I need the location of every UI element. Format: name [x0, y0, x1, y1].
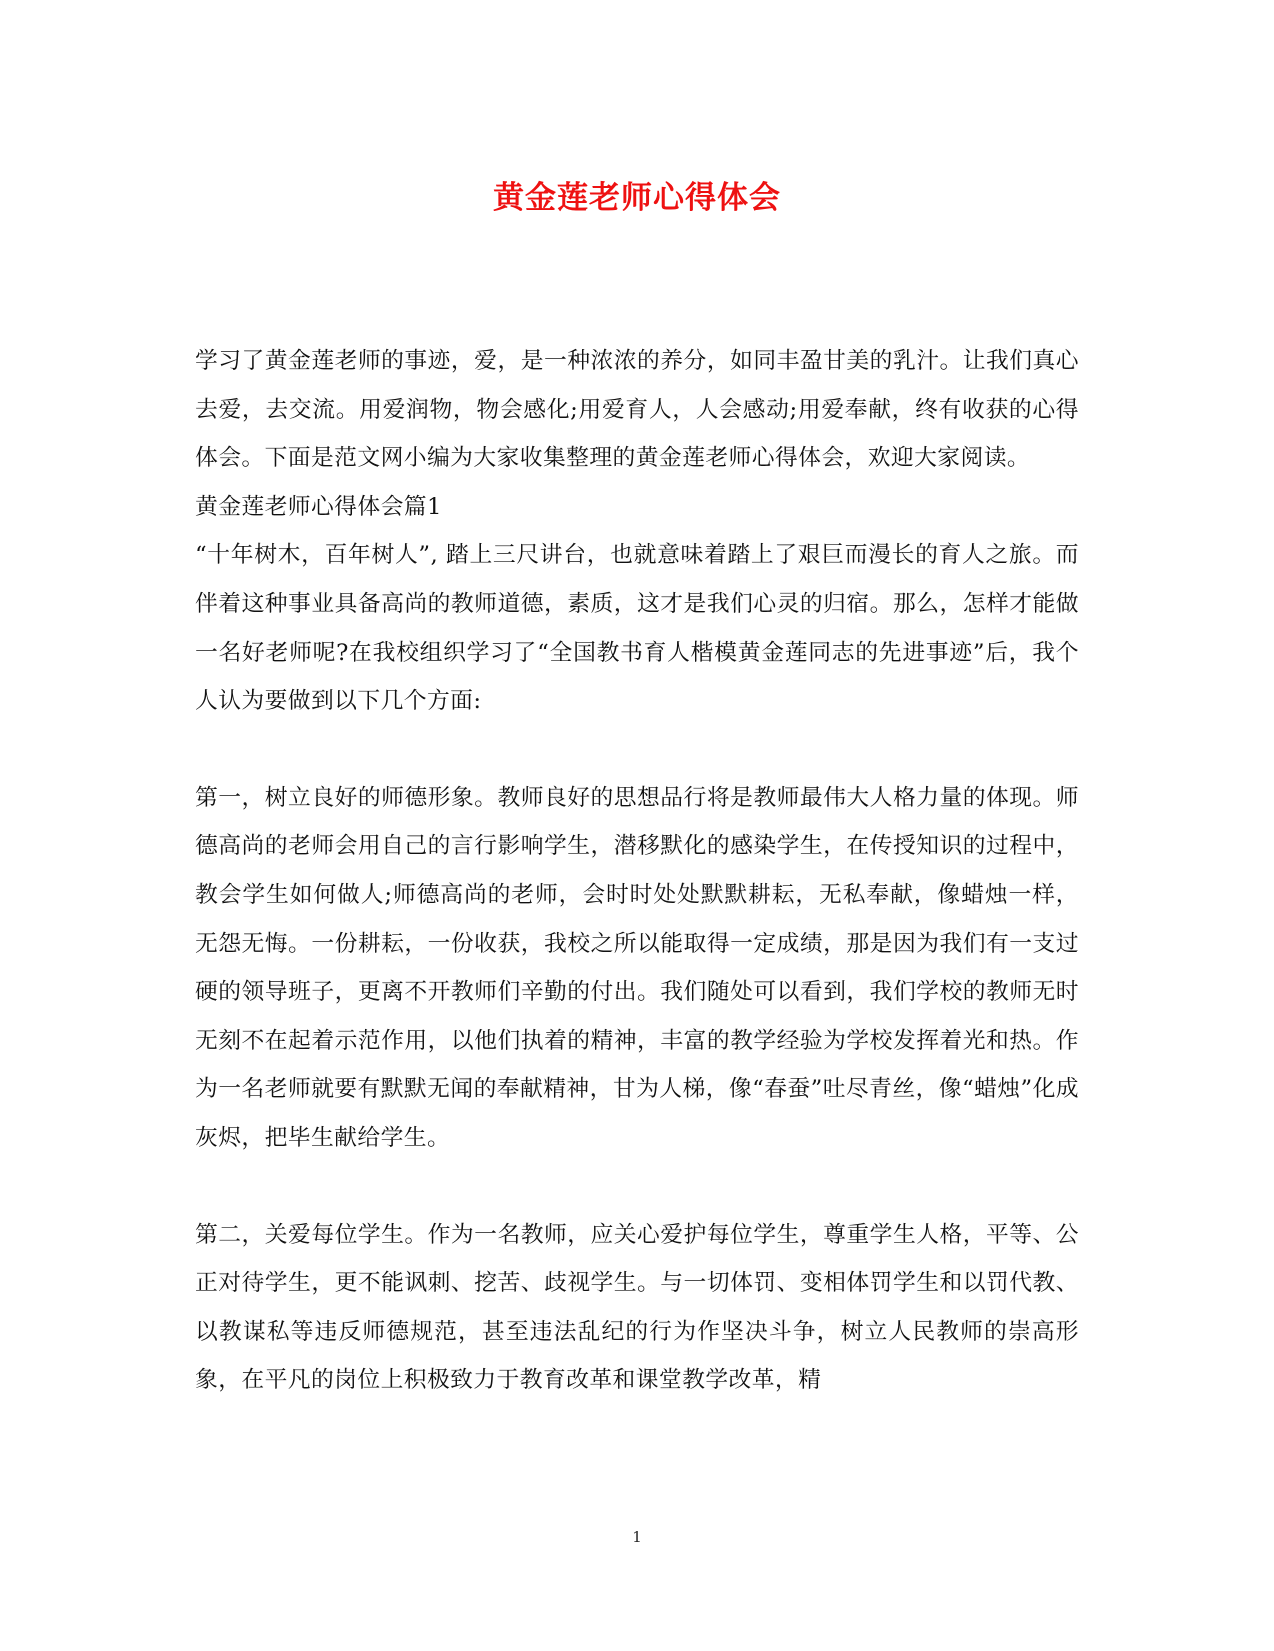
paragraph-spacer [195, 1163, 1079, 1211]
section-heading: 黄金莲老师心得体会篇1 [195, 493, 442, 520]
intro-paragraph: 学习了黄金莲老师的事迹，爱，是一种浓浓的养分，如同丰盈甘美的乳汁。让我们真心去爱，去交流。用爱润物，物会感化;用爱育人，人会感动;用爱奉献，终有收获的心得体会。下面是范文网小编为大家收集整理的黄金莲老师心得体会，欢迎大家阅读。 [195, 348, 1079, 472]
body-paragraph-3: 第二，关爱每位学生。作为一名教师，应关心爱护每位学生，尊重学生人格，平等、公正对待学生，更不能讽刺、挖苦、歧视学生。与一切体罚、变相体罚学生和以罚代教、以教谋私等违反师德规范，甚至违法乱纪的行为作坚决斗争，树立人民教师的崇高形象，在平凡的岗位上积极致力于教育改革和课堂教学改革，精 [195, 1221, 1079, 1394]
document-body [195, 337, 1079, 1405]
paragraph-spacer [195, 726, 1079, 774]
page-number: 1 [632, 1528, 642, 1546]
body-paragraph-1: “十年树木，百年树人”, 踏上三尺讲台，也就意味着踏上了艰巨而漫长的育人之旅。而伴着这种事业具备高尚的教师道德，素质，这才是我们心灵的归宿。那么，怎样才能做一名好老师呢?在我校组织学习了“全国教书育人楷模黄金莲同志的先进事迹”后，我个人认为要做到以下几个方面: [195, 542, 1079, 715]
document-title: 黄金莲老师心得体会 [493, 180, 781, 216]
body-paragraph-2: 第一，树立良好的师德形象。教师良好的思想品行将是教师最伟大人格力量的体现。师德高尚的老师会用自己的言行影响学生，潜移默化的感染学生，在传授知识的过程中，教会学生如何做人;师德高尚的老师，会时时处处默默耕耘，无私奉献，像蜡烛一样，无怨无悔。一份耕耘，一份收获，我校之所以能取得一定成绩，那是因为我们有一支过硬的领导班子，更离不开教师们辛勤的付出。我们随处可以看到，我们学校的教师无时无刻不在起着示范作用，以他们执着的精神，丰富的教学经验为学校发挥着光和热。作为一名老师就要有默默无闻的奉献精神，甘为人梯，像“春蚕”吐尽青丝，像“蜡烛”化成灰烬，把毕生献给学生。 [195, 784, 1079, 1151]
